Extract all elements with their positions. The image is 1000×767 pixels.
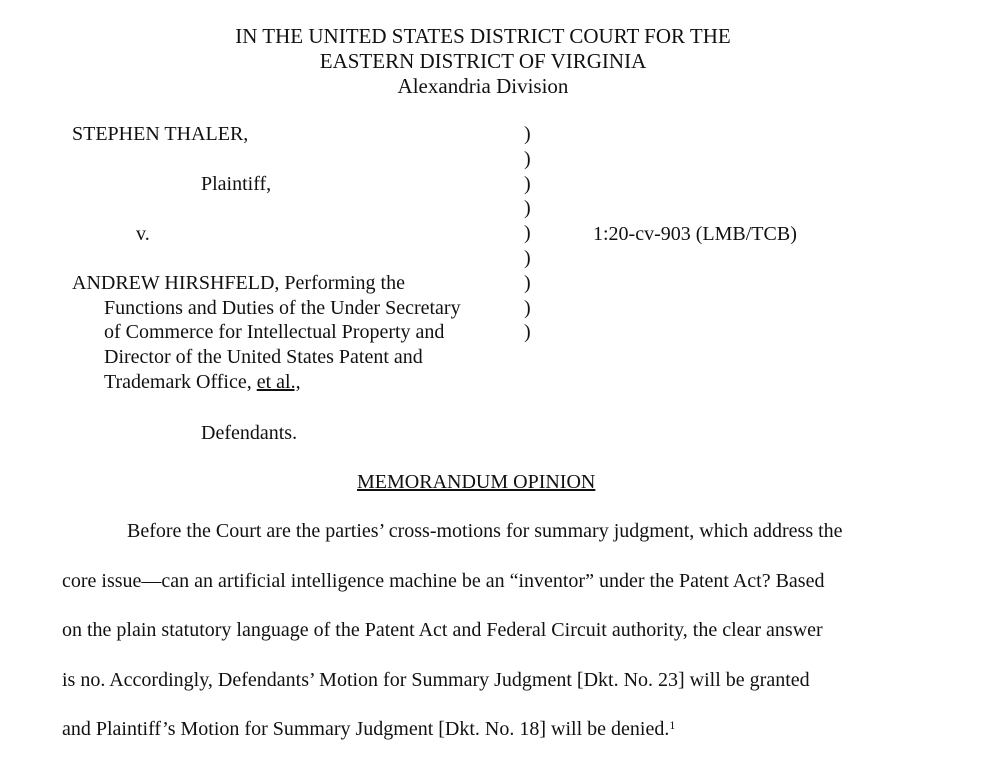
court-heading-line-1: IN THE UNITED STATES DISTRICT COURT FOR THE	[235, 24, 731, 48]
body-line-5	[62, 717, 962, 767]
body-line-2: core issue—can an artificial intelligence machine be an “inventor” under the Patent Act? Based	[62, 569, 825, 592]
body-line-3: on the plain statutory language of the Patent Act and Federal Circuit authority, the clear answer	[62, 619, 823, 641]
opinion-body	[62, 519, 962, 767]
court-heading-line-2: EASTERN DISTRICT OF VIRGINIA	[319, 49, 647, 73]
caption-paren: )	[524, 271, 531, 294]
defendant-block	[72, 271, 461, 395]
caption-parentheses	[524, 122, 531, 345]
body-line-1: Before the Court are the parties’ cross-motions for summary judgment, which address the	[127, 520, 843, 542]
plaintiff-role: Plaintiff,	[201, 173, 272, 195]
et-al-text: et al.,	[256, 370, 301, 393]
plaintiff-name: STEPHEN THALER,	[72, 123, 249, 145]
defendant-line-4: Director of the United States Patent and	[104, 346, 423, 369]
versus-label: v.	[136, 223, 150, 245]
caption-paren: )	[524, 197, 531, 220]
body-line-4: is no. Accordingly, Defendants’ Motion for Summary Judgment [Dkt. No. 23] will be granted	[62, 668, 810, 691]
court-heading	[0, 24, 966, 99]
caption-paren: )	[524, 172, 531, 195]
defendant-role: Defendants.	[201, 422, 298, 444]
defendant-last-line: Trademark Office,	[104, 370, 252, 393]
defendant-line-5	[72, 370, 461, 395]
caption-paren: )	[524, 296, 531, 319]
defendant-line-2: Functions and Duties of the Under Secretary	[104, 296, 461, 319]
opinion-title: MEMORANDUM OPINION	[357, 471, 596, 493]
caption-paren: )	[524, 222, 531, 245]
caption-paren: )	[524, 123, 531, 145]
body-line-5-text: and Plaintiff’s Motion for Summary Judgment [Dkt. No. 18] will be denied.	[62, 718, 670, 740]
caption-paren: )	[524, 147, 531, 170]
defendant-line-1: ANDREW HIRSHFELD, Performing the	[72, 272, 405, 294]
footnote-marker[interactable]: 1	[669, 718, 676, 732]
court-heading-line-3: Alexandria Division	[397, 74, 569, 98]
caption-paren: )	[524, 321, 531, 344]
caption-paren: )	[524, 246, 531, 269]
case-number: 1:20-cv-903 (LMB/TCB)	[593, 223, 797, 245]
defendant-line-3: of Commerce for Intellectual Property and	[104, 321, 445, 344]
